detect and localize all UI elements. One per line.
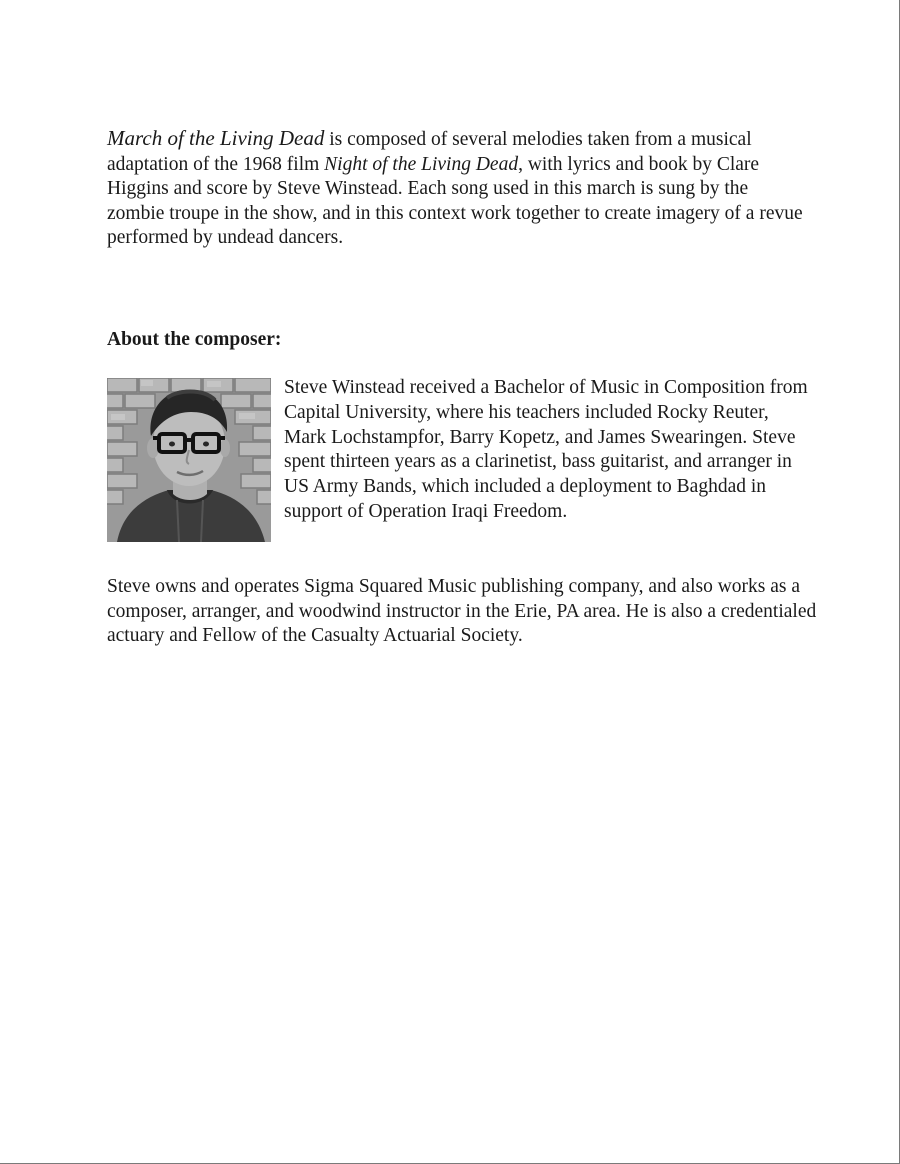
intro-text-2: , with lyrics and book by Clare Higgins and score by Steve Winstead. Each song used in this march is sung by the zombie troupe in the show, and in this context work together to create imagery of a revue performed by undead dancers. [107,153,803,249]
film-title: Night of the Living Dead [324,153,519,175]
intro-paragraph [107,126,807,251]
intro-text-1: is composed of several melodies taken from a musical adaptation of the 1968 film [107,129,752,175]
composer-bio-paragraph-1: Steve Winstead received a Bachelor of Music in Composition from Capital University, where his teachers included Rocky Reuter, Mark Lochstampfor, Barry Kopetz, and James Swearingen. Steve spent thirteen years as a clarinetist, bass guitarist, and arranger in US Army Bands, which included a deployment to Baghdad in support of Operation Iraqi Freedom. [284,377,808,522]
about-composer-heading: About the composer: [107,329,282,350]
composer-bio-paragraph-2: Steve owns and operates Sigma Squared Music publishing company, and also works as a composer, arranger, and woodwind instructor in the Erie, PA area. He is also a credentialed actuary and Fellow of the Casualty Actuarial Society. [107,576,817,647]
composer-photo [107,378,271,542]
work-title: March of the Living Dead [107,126,325,150]
